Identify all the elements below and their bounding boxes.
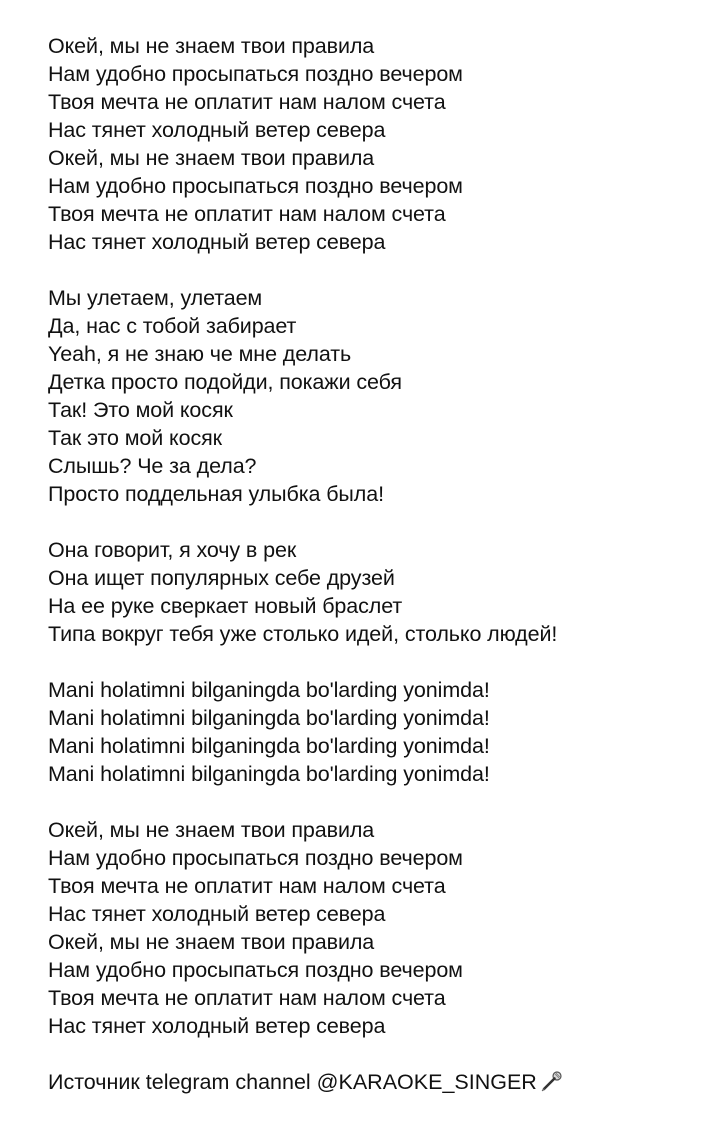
lyric-line: Просто поддельная улыбка была! xyxy=(48,482,384,506)
stanza-5 xyxy=(48,816,708,1040)
lyric-line: Она ищет популярных себе друзей xyxy=(48,566,395,590)
lyric-line: Окей, мы не знаем твои правила xyxy=(48,818,375,842)
stanza-3 xyxy=(48,536,708,648)
lyric-line: Да, нас с тобой забирает xyxy=(48,314,297,338)
lyric-line: Mani holatimni bilganingda bo'larding yonimda! xyxy=(48,762,490,786)
lyric-line: Твоя мечта не оплатит нам налом счета xyxy=(48,202,446,226)
lyric-line: Твоя мечта не оплатит нам налом счета xyxy=(48,90,446,114)
lyric-line: Mani holatimni bilganingda bo'larding yonimda! xyxy=(48,706,490,730)
lyric-line: Нас тянет холодный ветер севера xyxy=(48,230,386,254)
source-credit xyxy=(48,1068,708,1096)
lyric-line: Mani holatimni bilganingda bo'larding yonimda! xyxy=(48,734,490,758)
microphone-icon xyxy=(539,1070,563,1094)
lyric-line: Детка просто подойди, покажи себя xyxy=(48,370,402,394)
lyric-line: Мы улетаем, улетаем xyxy=(48,286,263,310)
lyric-line: Yeah, я не знаю че мне делать xyxy=(48,342,352,366)
lyric-line: Нам удобно просыпаться поздно вечером xyxy=(48,958,463,982)
lyric-line: Mani holatimni bilganingda bo'larding yonimda! xyxy=(48,678,490,702)
lyric-line: Так! Это мой косяк xyxy=(48,398,233,422)
source-text: Источник telegram channel @KARAOKE_SINGER xyxy=(48,1070,537,1094)
lyric-line: Твоя мечта не оплатит нам налом счета xyxy=(48,986,446,1010)
stanza-2 xyxy=(48,284,708,508)
stanza-1 xyxy=(48,32,708,256)
lyric-line: Окей, мы не знаем твои правила xyxy=(48,146,375,170)
lyric-line: Типа вокруг тебя уже столько идей, столько людей! xyxy=(48,622,558,646)
lyric-line: Твоя мечта не оплатит нам налом счета xyxy=(48,874,446,898)
lyric-line: Так это мой косяк xyxy=(48,426,222,450)
lyric-line: Слышь? Че за дела? xyxy=(48,454,257,478)
lyric-line: Нам удобно просыпаться поздно вечером xyxy=(48,62,463,86)
lyric-line: Нам удобно просыпаться поздно вечером xyxy=(48,174,463,198)
lyric-line: Окей, мы не знаем твои правила xyxy=(48,34,375,58)
lyric-line: Окей, мы не знаем твои правила xyxy=(48,930,375,954)
lyric-line: Нам удобно просыпаться поздно вечером xyxy=(48,846,463,870)
stanza-4 xyxy=(48,676,708,788)
lyric-line: Нас тянет холодный ветер севера xyxy=(48,902,386,926)
lyric-line: Нас тянет холодный ветер севера xyxy=(48,1014,386,1038)
lyrics-body xyxy=(48,32,708,1096)
lyric-line: Нас тянет холодный ветер севера xyxy=(48,118,386,142)
lyric-line: На ее руке сверкает новый браслет xyxy=(48,594,403,618)
lyric-line: Она говорит, я хочу в рек xyxy=(48,538,297,562)
